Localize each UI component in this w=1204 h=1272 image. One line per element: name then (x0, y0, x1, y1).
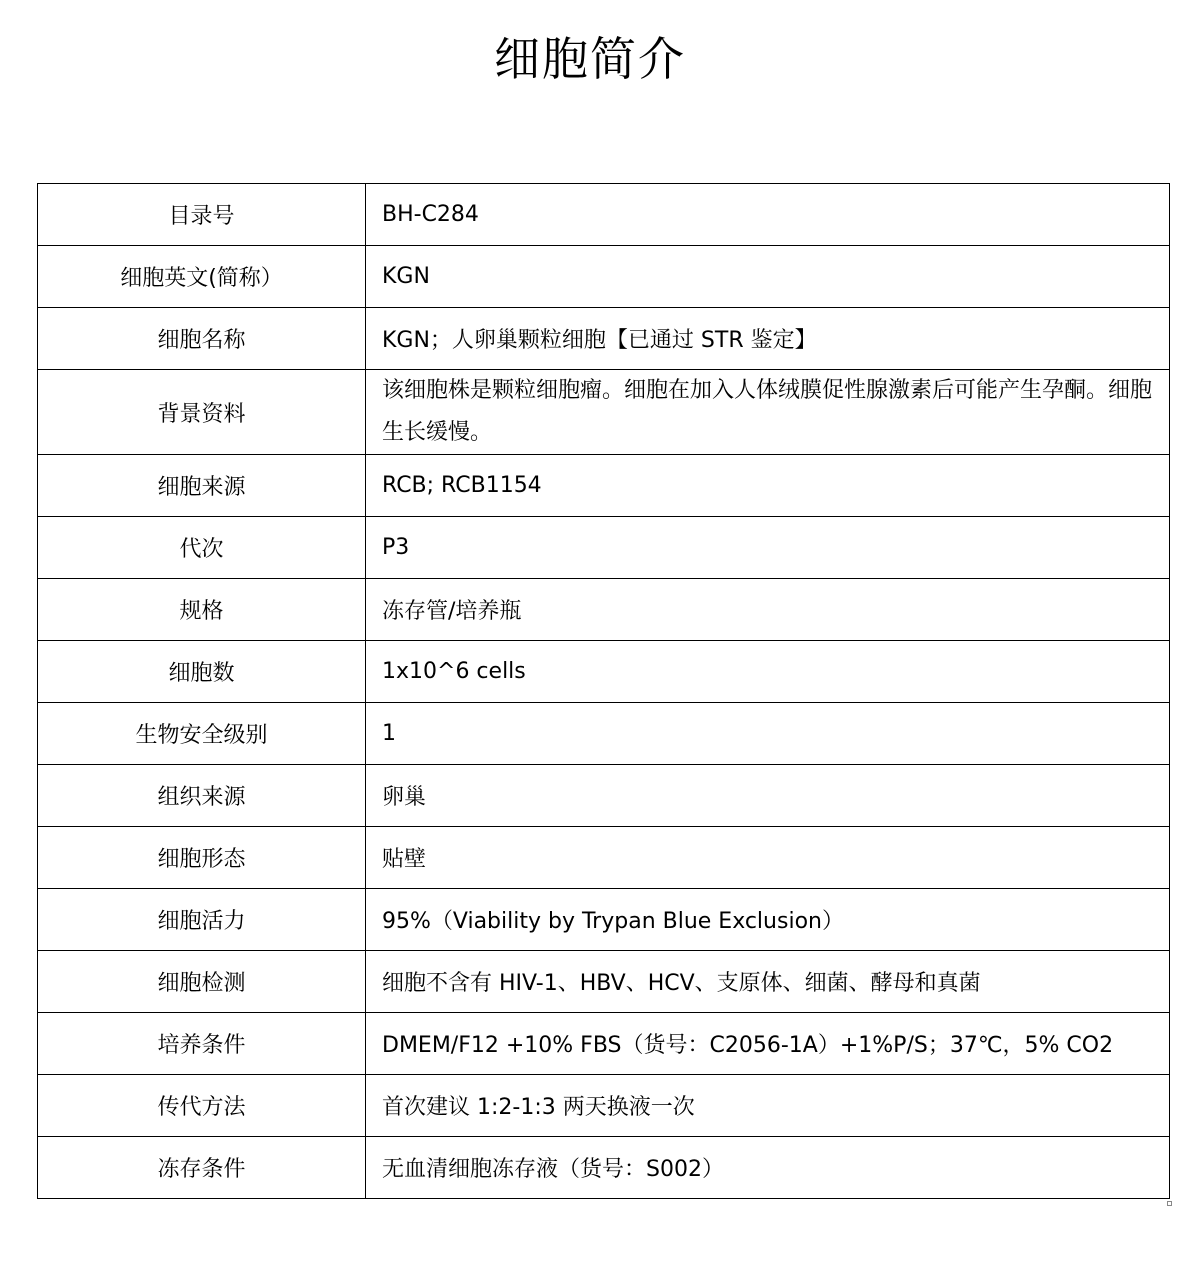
row-value: RCB; RCB1154 (366, 455, 1170, 517)
row-label: 代次 (38, 517, 366, 579)
table-row-passage-method (38, 1075, 1170, 1137)
row-value: P3 (366, 517, 1170, 579)
row-value: 贴壁 (366, 827, 1170, 889)
row-label: 生物安全级别 (38, 703, 366, 765)
cell-info-table (37, 183, 1170, 1199)
row-value: 1 (366, 703, 1170, 765)
table-row-catalog-number (38, 184, 1170, 246)
table-row-testing (38, 951, 1170, 1013)
row-value: 1x10^6 cells (366, 641, 1170, 703)
table-row-culture-conditions (38, 1013, 1170, 1075)
page-title: 细胞简介 (494, 32, 686, 86)
row-label: 冻存条件 (38, 1137, 366, 1199)
row-label: 细胞形态 (38, 827, 366, 889)
row-value: 95%（Viability by Trypan Blue Exclusion） (366, 889, 1170, 951)
table-row-background (38, 370, 1170, 455)
table-row-biosafety-level (38, 703, 1170, 765)
table-resize-handle[interactable] (1167, 1201, 1172, 1206)
row-label: 细胞名称 (38, 308, 366, 370)
row-value: 冻存管/培养瓶 (366, 579, 1170, 641)
table-row-passage (38, 517, 1170, 579)
table-row-cell-source (38, 455, 1170, 517)
row-label: 传代方法 (38, 1075, 366, 1137)
row-value: 该细胞株是颗粒细胞瘤。细胞在加入人体绒膜促性腺激素后可能产生孕酮。细胞生长缓慢。 (366, 370, 1170, 455)
table-row-english-abbreviation (38, 246, 1170, 308)
row-value: 无血清细胞冻存液（货号：S002） (366, 1137, 1170, 1199)
table-row-tissue-source (38, 765, 1170, 827)
row-label: 培养条件 (38, 1013, 366, 1075)
row-value: BH-C284 (366, 184, 1170, 246)
table-row-specification (38, 579, 1170, 641)
row-value: KGN (366, 246, 1170, 308)
table-row-cryopreservation (38, 1137, 1170, 1199)
table-row-morphology (38, 827, 1170, 889)
row-label: 组织来源 (38, 765, 366, 827)
row-label: 细胞数 (38, 641, 366, 703)
row-value: 卵巢 (366, 765, 1170, 827)
row-label: 细胞检测 (38, 951, 366, 1013)
table-row-viability (38, 889, 1170, 951)
table-row-cell-name (38, 308, 1170, 370)
table-row-cell-count (38, 641, 1170, 703)
row-label: 目录号 (38, 184, 366, 246)
row-value: 细胞不含有 HIV-1、HBV、HCV、支原体、细菌、酵母和真菌 (366, 951, 1170, 1013)
row-label: 规格 (38, 579, 366, 641)
row-label: 细胞英文(简称） (38, 246, 366, 308)
row-label: 细胞来源 (38, 455, 366, 517)
row-value: KGN；人卵巢颗粒细胞【已通过 STR 鉴定】 (366, 308, 1170, 370)
row-label: 细胞活力 (38, 889, 366, 951)
row-value: 首次建议 1:2-1:3 两天换液一次 (366, 1075, 1170, 1137)
row-value: DMEM/F12 +10% FBS（货号：C2056-1A）+1%P/S；37℃，5% CO2 (366, 1013, 1170, 1075)
row-label: 背景资料 (38, 370, 366, 455)
